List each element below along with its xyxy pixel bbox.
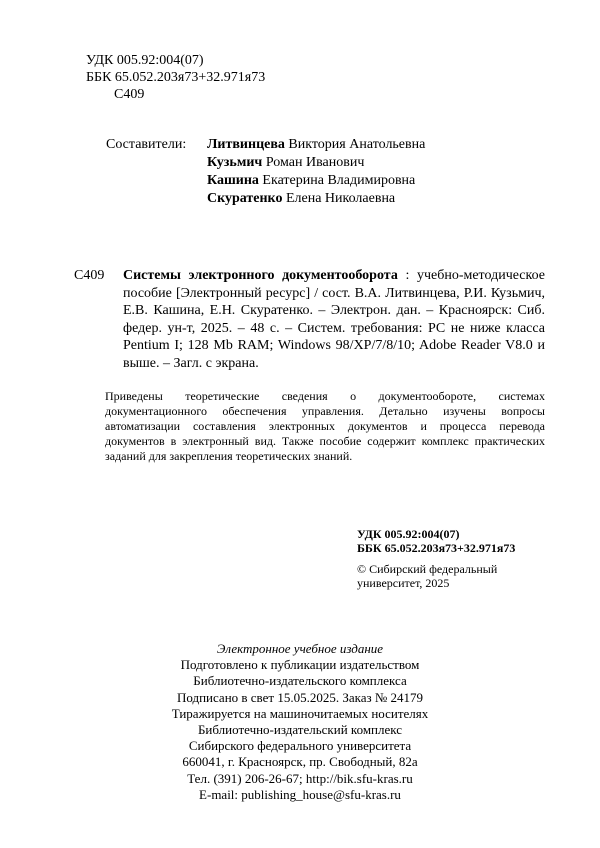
repeated-classification-codes <box>357 527 515 555</box>
compiler-entry <box>207 190 425 207</box>
imprint-line: Библиотечно-издательского комплекса <box>193 673 407 689</box>
compiler-entry <box>207 172 425 189</box>
compiler-entry <box>207 154 425 171</box>
compiler-name: Виктория Анатольевна <box>288 137 426 152</box>
catalog-code: С409 <box>74 268 105 283</box>
imprint-line: Библиотечно-издательский комплекс <box>197 722 403 738</box>
imprint-block <box>150 641 450 803</box>
imprint-line: Подготовлено к публикации издательством <box>180 657 420 673</box>
imprint-line: E-mail: publishing_house@sfu-kras.ru <box>199 786 401 802</box>
compilers-label: Составители: <box>106 137 187 152</box>
bibliographic-details: : учебно-методическое пособие [Электронный ресурс] / сост. В.А. Литвинцева, Р.И. Кузьмич, Е.В. Кашина, Е.Н. Скуратенко. – Электрон. дан. – Красноярск: Сиб. федер. ун-т, 2025. – 48 с. – Систем. требования: PC не ниже класса Pentium I; 128 Mb RAM; Windows 98/XP/7/8/10; Adobe Reader V8.0 и выше. – Загл. с экрана. <box>123 268 545 371</box>
compilers-list <box>207 136 425 208</box>
compiler-name: Роман Иванович <box>265 155 365 170</box>
compiler-surname: Кузьмич <box>207 155 263 170</box>
edition-type: Электронное учебное издание <box>216 641 384 656</box>
compiler-surname: Скуратенко <box>207 191 283 206</box>
compiler-surname: Кашина <box>207 173 259 188</box>
book-title: Системы электронного документооборота <box>123 268 398 283</box>
imprint-line: Тиражируется на машиночитаемых носителях <box>171 705 429 721</box>
classification-codes <box>86 52 265 103</box>
catalog-description <box>123 267 545 373</box>
abstract-paragraph: Приведены теоретические сведения о документообороте, системах документационного обеспечения управления. Детально изучены вопросы автоматизации составления электронных документов и процесса перевода документов в электронный вид. Также пособие содержит комплекс практических заданий для закрепления теоретических знаний. <box>105 389 545 463</box>
bbk-code: ББК 65.052.203я73+32.971я73 <box>86 70 266 85</box>
compiler-surname: Литвинцева <box>207 137 285 152</box>
copyright-notice <box>357 562 497 590</box>
copyright-line: университет, 2025 <box>357 576 450 590</box>
udk-code: УДК 005.92:004(07) <box>86 53 204 68</box>
bbk-code-bold: ББК 65.052.203я73+32.971я73 <box>357 541 516 555</box>
imprint-line: Тел. (391) 206-26-67; http://bik.sfu-kras.ru <box>187 770 413 786</box>
author-mark: С409 <box>114 87 145 102</box>
compiler-name: Екатерина Владимировна <box>262 173 416 188</box>
udk-code-bold: УДК 005.92:004(07) <box>357 527 460 541</box>
compiler-entry <box>207 136 425 153</box>
imprint-line: Подписано в свет 15.05.2025. Заказ № 24179 <box>176 689 424 705</box>
copyright-line: © Сибирский федеральный <box>357 562 498 576</box>
compiler-name: Елена Николаевна <box>285 191 396 206</box>
imprint-line: 660041, г. Красноярск, пр. Свободный, 82а <box>182 754 418 770</box>
imprint-line: Сибирского федерального университета <box>188 738 412 754</box>
